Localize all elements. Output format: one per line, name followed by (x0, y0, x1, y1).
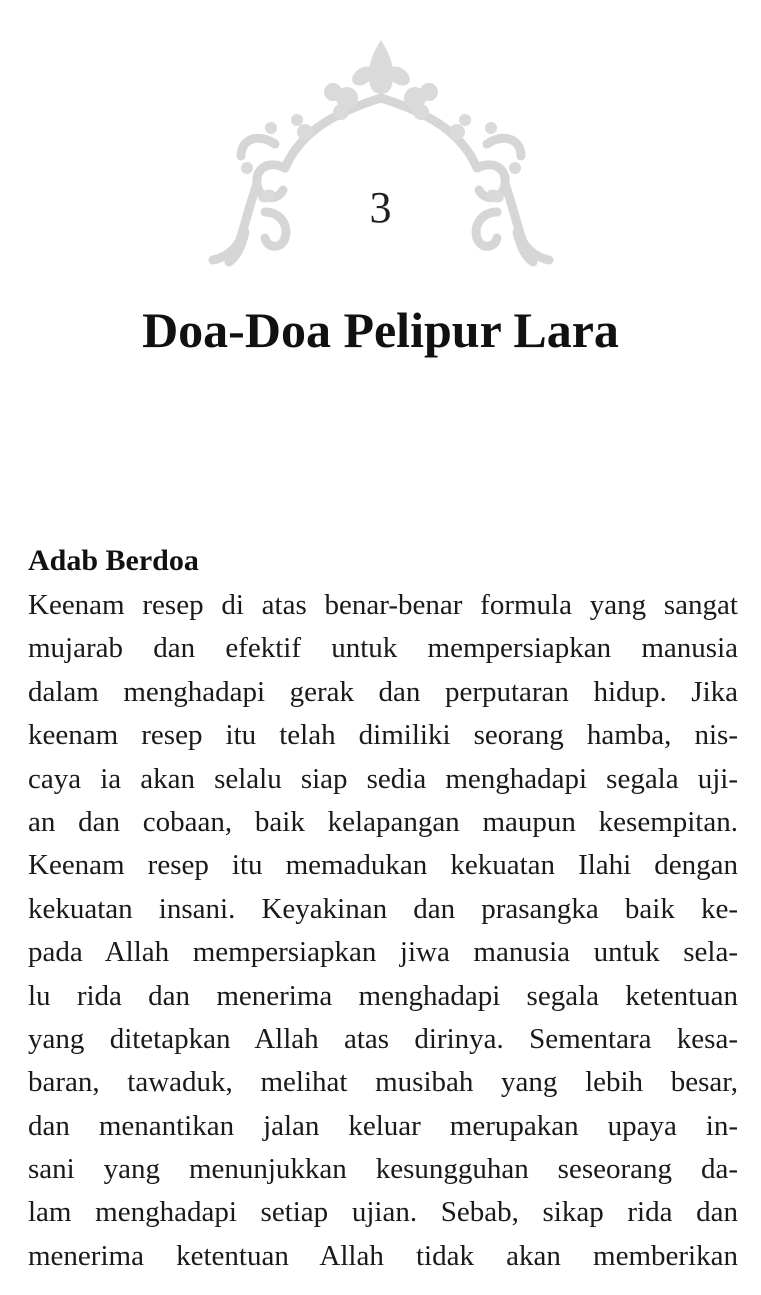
text-line: Keenam resep itu memadukan kekuatan Ilahi dengan (28, 849, 738, 882)
text-line: an dan cobaan, baik kelapangan maupun kesempitan. (28, 805, 738, 838)
text-line: kekuatan insani. Keyakinan dan prasangka baik ke- (28, 892, 738, 925)
text-line: dan menantikan jalan keluar merupakan upaya in- (28, 1109, 738, 1142)
section-heading: Adab Berdoa (28, 544, 199, 577)
text-line: keenam resep itu telah dimiliki seorang hamba, nis- (28, 719, 738, 752)
text-line: dalam menghadapi gerak dan perputaran hidup. Jika (28, 675, 738, 708)
body-paragraph (28, 584, 738, 1278)
text-line: sani yang menunjukkan kesungguhan seseorang da- (28, 1153, 738, 1186)
text-line: yang ditetapkan Allah atas dirinya. Sementara kesa- (28, 1022, 738, 1055)
chapter-title: Doa-Doa Pelipur Lara (142, 302, 619, 358)
text-line: caya ia akan selalu siap sedia menghadapi segala uji- (28, 762, 738, 795)
chapter-number: 3 (369, 183, 392, 232)
text-line: baran, tawaduk, melihat musibah yang lebih besar, (28, 1066, 738, 1099)
text-line: menerima ketentuan Allah tidak akan memberikan (28, 1239, 738, 1272)
text-line: mujarab dan efektif untuk mempersiapkan manusia (28, 632, 738, 665)
text-line: lu rida dan menerima menghadapi segala ketentuan (28, 979, 738, 1012)
text-line: lam menghadapi setiap ujian. Sebab, sikap rida dan (28, 1196, 738, 1229)
text-line: Keenam resep di atas benar-benar formula yang sangat (28, 589, 738, 621)
text-line: pada Allah mempersiapkan jiwa manusia untuk sela- (28, 936, 738, 969)
